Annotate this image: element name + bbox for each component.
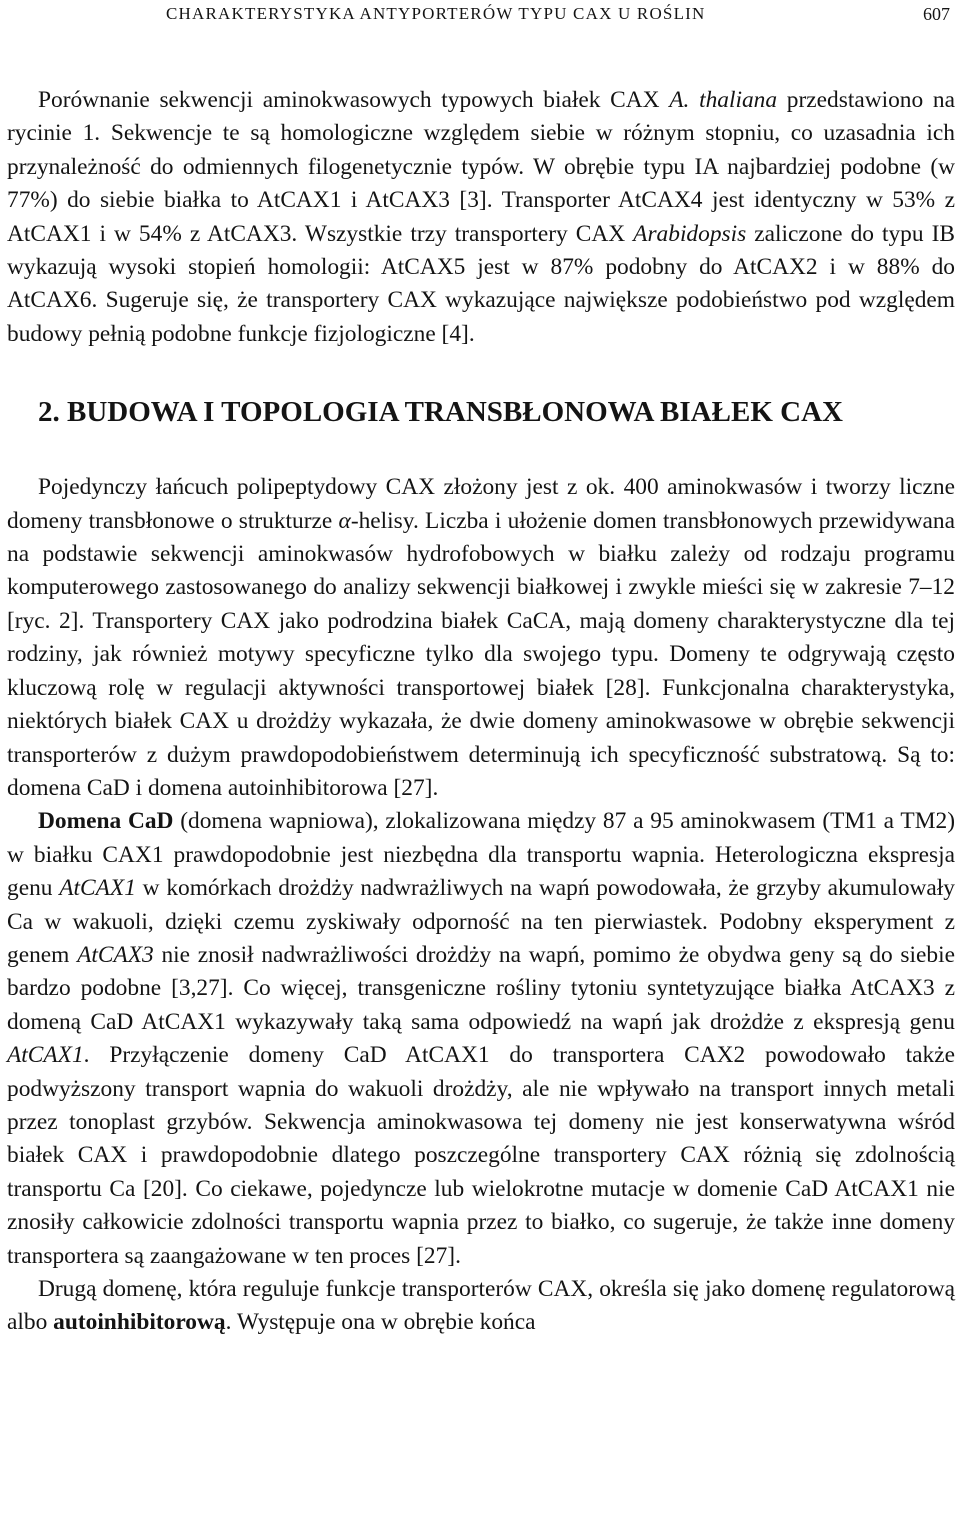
term-bold: Domena CaD xyxy=(38,808,174,835)
species-name-italic: A. thaliana xyxy=(669,87,778,113)
paragraph-autoinhibitory-domain xyxy=(7,1273,955,1340)
section-heading: 2. BUDOWA I TOPOLOGIA TRANSBŁONOWA BIAŁEK CAX xyxy=(38,396,843,429)
text-run: przedstawiono na rycinie 1. Sekwencje te są homologiczne względem siebie w różnym stopniu, co uzasadnia ich przynależność do odmiennych filogenetycznie typów. W obrębie typu IA najbardziej podobne (w 77%) do siebie białka to AtCAX1 i AtCAX3 [3]. Transporter AtCAX4 jest identyczny w 53% z AtCAX1 i w 54% z AtCAX3. Wszystkie trzy transportery CAX xyxy=(7,87,955,247)
alpha-symbol: α xyxy=(338,507,351,534)
text-run: . Występuje ona w obrębie końca xyxy=(225,1309,536,1336)
term-bold: autoinhibitorową xyxy=(53,1309,226,1336)
paragraph-cad-domain xyxy=(7,805,955,1273)
gene-name-italic: AtCAX3 xyxy=(77,941,154,968)
article-body xyxy=(7,84,955,1340)
text-run: zaliczone do typu IB wykazują wysoki stopień homologii: AtCAX5 jest w 87% podobny do AtCAX2 i w 88% do AtCAX6. Sugeruje się, że transportery CAX wykazujące największe podobieństwo pod względem budowy pełnią podobne funkcje fizjologiczne [4]. xyxy=(7,220,955,347)
genus-name-italic: Arabidopsis xyxy=(633,220,747,247)
running-header xyxy=(50,4,950,28)
gene-name-italic: AtCAX1 xyxy=(59,875,136,902)
text-run: -helisy. Liczba i ułożenie domen transbłonowych przewidywana na podstawie sekwencji aminokwasów hydrofobowych w białku zależy od rodzaju programu komputerowego zastosowanego do analizy sekwencji białkowej i zwykle mieści się w zakresie 7–12 [ryc. 2]. Transportery CAX jako podrodzina białek CaCA, mają domeny charakterystyczne dla tej rodziny, jak również motywy specyficzne tylko dla swojego typu. Domeny te odgrywają często kluczową rolę w regulacji aktywności transportowej białek [28]. Funkcjonalna charakterystyka, niektórych białek CAX u drożdży wykazała, że dwie domeny aminokwasowe w obrębie sekwencji transporterów z dużym prawdopodobieństwem determinują ich specyficzność substratową. Są to: domena CaD i domena autoinhibitorowa [27]. xyxy=(7,507,955,801)
running-title: CHARAKTERYSTYKA ANTYPORTERÓW TYPU CAX U ROŚLIN xyxy=(166,4,706,23)
gene-name-italic: AtCAX1 xyxy=(7,1042,84,1069)
text-run: Porównanie sekwencji aminokwasowych typowych białek CAX xyxy=(38,87,670,113)
page-number: 607 xyxy=(923,4,950,24)
text-run: (domena wapniowa), zlokalizowana między 87 a 95 aminokwasem (TM1 a TM2) w białku CAX1 prawdopodobnie jest niezbędna dla transportu wapnia. Heterologiczna ekspresja genu xyxy=(7,808,955,902)
text-run: w komórkach drożdży nadwrażliwych na wapń powodowała, że grzyby akumulowały Ca w wakuoli, dzięki czemu zyskiwały odporność na ten pierwiastek. Podobny eksperyment z genem xyxy=(7,875,955,968)
text-run: . Przyłączenie domeny CaD AtCAX1 do transportera CAX2 powodowało także podwyższony transport wapnia do wakuoli drożdży, ale nie wpływało na transport innych metali przez tonoplast grzybów. Sekwencja aminokwasowa tej domeny nie jest konserwatywna wśród białek CAX i prawdopodobnie dlatego poszczególne transportery CAX różnią się zdolnością transportu Ca [20]. Co ciekawe, pojedyncze lub wielokrotne mutacje w domenie CaD AtCAX1 nie znosiły całkowicie zdolności transportu wapnia przez to białko, co sugeruje, że także inne domeny transportera są zaangażowane w ten proces [27]. xyxy=(7,1042,955,1269)
paragraph-sequence-comparison xyxy=(7,84,955,351)
text-run: Pojedynczy łańcuch polipeptydowy CAX złożony jest z ok. 400 aminokwasów i tworzy liczne domeny transbłonowe o strukturze xyxy=(7,474,955,534)
text-run: nie znosił nadwrażliwości drożdży na wapń, pomimo że obydwa geny są do siebie bardzo podobne [3,27]. Co więcej, transgeniczne rośliny tytoniu syntetyzujące białka AtCAX3 z domeną CaD AtCAX1 wykazywały taką sama odpowiedź na wapń jak drożdże z ekspresją genu xyxy=(7,941,955,1035)
paragraph-structure xyxy=(7,471,955,805)
text-run: Drugą domenę, która reguluje funkcje transporterów CAX, określa się jako domenę regulatorową albo xyxy=(7,1276,955,1336)
